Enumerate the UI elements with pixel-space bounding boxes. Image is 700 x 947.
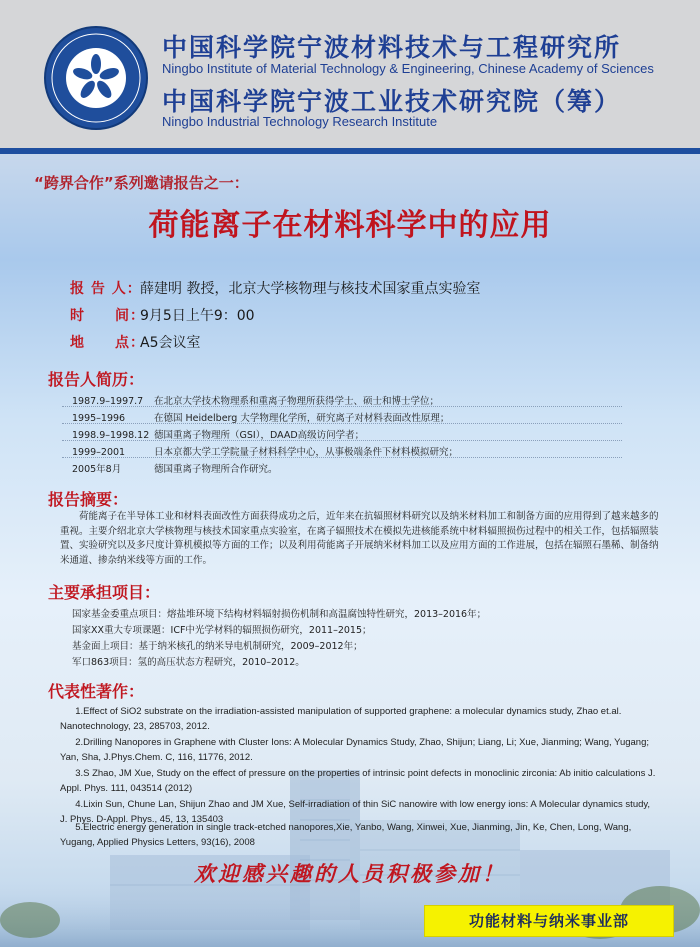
institute-2-cn: 中国科学院宁波工业技术研究院（筹） xyxy=(162,87,622,116)
divider xyxy=(62,406,622,407)
report-title: 荷能离子在材料科学中的应用 xyxy=(148,208,552,243)
publication-item: 3.S Zhao, JM Xue, Study on the effect of pressure on the properties of intrinsic point defects in monoclinic zirconia: Ab initio calculations J. Appl. Phys. 111, 043514 (2012) xyxy=(60,768,656,794)
series-subtitle: “跨界合作”系列邀请报告之一： xyxy=(34,174,249,192)
bio-item: 1987.9–1997.7 在北京大学技术物理系和重离子物理所获得学士、硕士和博士学位； xyxy=(72,396,440,407)
speaker-row xyxy=(70,278,480,298)
place-label: 地 点： xyxy=(70,335,145,351)
place-value: A5会议室 xyxy=(140,335,201,351)
time-row xyxy=(70,305,255,325)
divider xyxy=(62,423,622,424)
institute-1-cn: 中国科学院宁波材料技术与工程研究所 xyxy=(162,33,622,62)
welcome-slogan: 欢迎感兴趣的人员积极参加！ xyxy=(194,861,506,886)
abstract-text: 荷能离子在半导体工业和材料表面改性方面获得成功之后，近年来在抗辐照材料研究以及纳米材料加工和制备方面的应用得到了越来越多的重视。主要介绍北京大学核物理与核技术国家重点实验室，在离子辐照技术在模拟先进核能系统中材料辐照损伤过程中的相关工作，包括辐照装置、实验研究以及多尺度计算机模拟等方面的工作；以及利用荷能离子开展纳米材料加工以及应用方面的工作进展，包括在辐照石墨稀、制备纳米通道、掺杂纳米线等方面的工作。 xyxy=(60,511,659,566)
time-value: 9月5日上午9：00 xyxy=(140,308,255,324)
publication-item: 2.Drilling Nanopores in Graphene with Cluster Ions: A Molecular Dynamics Study, Zhao, Shijun; Liang, Li; Xue, Jianming; Wang, Yugang; Yan, Sha, J.Phys.Chem. C, 116, 11776, 2012. xyxy=(60,737,650,763)
divider xyxy=(62,457,622,458)
abstract-heading: 报告摘要： xyxy=(48,490,129,509)
divider xyxy=(62,440,622,441)
place-row xyxy=(70,332,200,352)
bio-item: 2005年8月 德国重离子物理所合作研究。 xyxy=(72,464,278,475)
projects-heading: 主要承担项目： xyxy=(48,583,161,602)
project-item: 基金面上项目：基于纳米核孔的纳米导电机制研究，2009–2012年； xyxy=(72,641,363,652)
publications-heading: 代表性著作： xyxy=(48,682,145,701)
project-item: 国家基金委重点项目：熔盐堆环境下结构材料辐射损伤机制和高温腐蚀特性研究，2013–2016年； xyxy=(72,609,487,620)
organizer-badge: 功能材料与纳米事业部 xyxy=(424,905,674,937)
publication-item: 5.Electric energy generation in single track-etched nanopores,Xie, Yanbo, Wang, Xinwei, Xue, Jianming, Jin, Ke, Chen, Long, Wang, Yugang, Applied Physics Letters, 93(16), 2008 xyxy=(60,822,632,848)
cas-logo xyxy=(44,26,148,130)
publication-item: 4.Lixin Sun, Chune Lan, Shijun Zhao and JM Xue, Self-irradiation of thin SiC nanowire with low energy ions: A Molecular dynamics study, J. Phys. D-Appl. Phys., 45, 13, 135403 xyxy=(60,799,651,825)
cas-logo-ring xyxy=(46,28,146,128)
time-label: 时 间： xyxy=(70,308,145,324)
project-item: 军口863项目：氢的高压状态方程研究，2010–2012。 xyxy=(72,657,305,668)
speaker-value: 薛建明 教授，北京大学核物理与核技术国家重点实验室 xyxy=(140,281,481,297)
bio-item: 1999–2001 日本京都大学工学院量子材料科学中心，从事极端条件下材料模拟研究； xyxy=(72,447,459,458)
bio-item: 1995–1996 在德国 Heidelberg 大学物理化学所，研究离子对材料表面改性原理； xyxy=(72,413,450,424)
bio-heading: 报告人简历： xyxy=(48,370,145,389)
bio-item: 1998.9–1998.12 德国重离子物理所（GSI），DAAD高级访问学者； xyxy=(72,430,365,441)
speaker-label: 报 告 人： xyxy=(70,281,142,297)
institute-2-en: Ningbo Industrial Technology Research Institute xyxy=(162,114,438,129)
publication-item: 1.Effect of SiO2 substrate on the irradiation-assisted manipulation of supported graphene: a molecular dynamics study, Zhao et.al. Nanotechnology, 23, 285703, 2012. xyxy=(60,706,622,732)
institute-1-en: Ningbo Institute of Material Technology & Engineering, Chinese Academy of Sciences xyxy=(162,61,654,76)
header-banner xyxy=(0,0,700,154)
project-item: 国家XX重大专项课题：ICF中光学材料的辐照损伤研究，2011–2015； xyxy=(72,625,372,636)
